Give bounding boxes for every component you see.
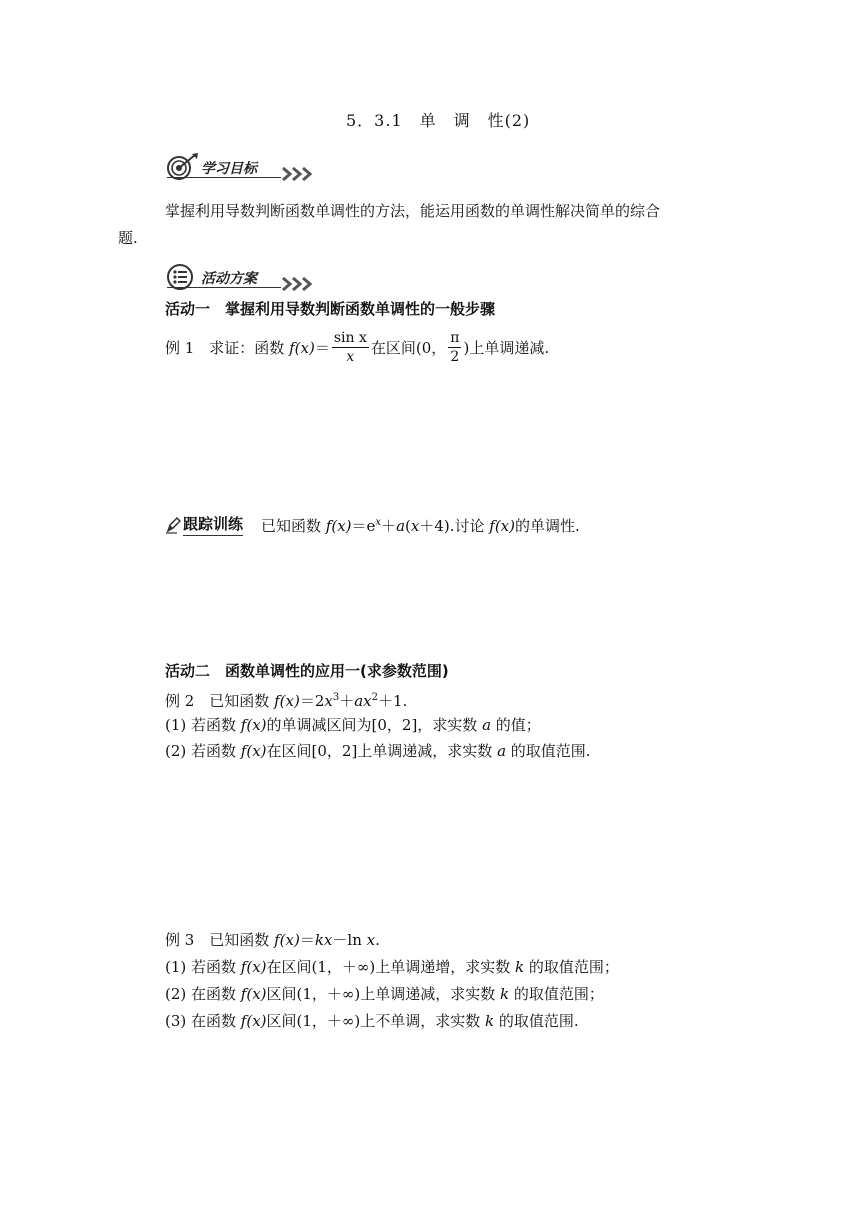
- practice-fx-2: f(x): [489, 517, 515, 535]
- ex3-q3-c: 区间(1，＋∞)上不单调，求实数: [266, 1012, 486, 1030]
- ex2-q1-fx: f(x): [240, 716, 267, 734]
- practice-x: x: [410, 517, 420, 535]
- practice-tail: 的单调性.: [515, 517, 580, 535]
- practice-text: [261, 512, 580, 537]
- activity-1-heading: 活动一 掌握利用导数判断函数单调性的一般步骤: [165, 300, 496, 318]
- activities-label: 活动方案: [201, 271, 257, 287]
- practice-plus4: ＋4).讨论: [419, 517, 490, 535]
- practice-fx: f(x): [325, 517, 352, 535]
- example-1-mid: 在区间(0，: [370, 339, 447, 357]
- ex2-q2-fx: f(x): [240, 742, 267, 760]
- ex3-q1-c: 在区间(1，＋∞)上单调递增，求实数: [266, 958, 516, 976]
- ex2-cube: 3: [332, 692, 340, 703]
- practice-eq-e: ＝e: [351, 517, 376, 535]
- objective-line-1: 掌握利用导数判断函数单调性的方法，能运用函数的单调性解决简单的综合: [165, 202, 661, 220]
- practice-text-a: 已知函数: [261, 517, 326, 535]
- practice-paren: (: [405, 517, 411, 535]
- ex2-q2-e: 的取值范围.: [506, 742, 591, 760]
- objective-line-2: 题.: [118, 229, 138, 247]
- ex3-q1-e: 的取值范围；: [524, 958, 619, 976]
- ex3-ln: －ln: [332, 931, 367, 949]
- ex3-eq: ＝: [299, 931, 315, 949]
- ex2-q1-e: 的值；: [491, 716, 541, 734]
- ex3-q3-fx: f(x): [240, 1012, 267, 1030]
- ex3-kx: kx: [314, 931, 333, 949]
- ex2-plus: ＋: [339, 692, 355, 710]
- example-1-prefix: 例 1 求证：函数: [165, 339, 290, 357]
- ex2-x: x: [324, 692, 333, 710]
- practice-label: 跟踪训练: [183, 513, 243, 536]
- practice-plus: ＋: [381, 517, 397, 535]
- activities-banner: [165, 262, 317, 292]
- ex2-q2-c: 在区间[0，2]上单调递减，求实数: [266, 742, 498, 760]
- ex3-q2-a: (2) 在函数: [165, 985, 241, 1003]
- chevrons-icon: [281, 276, 317, 292]
- ex3-q3-e: 的取值范围.: [494, 1012, 579, 1030]
- example-3-question-1: [165, 956, 619, 978]
- ex3-q1-fx: f(x): [240, 958, 267, 976]
- ex2-q2-a: (2) 若函数: [165, 742, 241, 760]
- ex2-q1-a: (1) 若函数: [165, 716, 241, 734]
- ex2-q1-c: 的单调减区间为[0，2]，求实数: [266, 716, 483, 734]
- example-1-eq: ＝: [314, 339, 330, 357]
- pi-denominator: 2: [450, 348, 460, 365]
- chevrons-icon: [281, 166, 317, 182]
- practice-row: [165, 512, 580, 537]
- activity-2-heading: 活动二 函数单调性的应用一(求参数范围): [165, 662, 449, 680]
- ex2-tail: ＋1.: [378, 692, 408, 710]
- sinx-over-x-fraction: [332, 329, 369, 366]
- ex3-prefix: 例 3 已知函数: [165, 931, 275, 949]
- example-2-question-2: [165, 740, 591, 762]
- example-1: [165, 328, 549, 368]
- example-3-question-2: [165, 983, 604, 1005]
- ex3-q1-k: k: [515, 958, 525, 976]
- ex3-x: x: [366, 931, 376, 949]
- ex3-tail: .: [375, 931, 380, 949]
- ex3-q3-a: (3) 在函数: [165, 1012, 241, 1030]
- example-2-question-1: [165, 714, 541, 736]
- page-title: 5．3.1 单 调 性(2): [346, 111, 531, 130]
- ex2-fx: f(x): [274, 692, 300, 710]
- ex3-q3-k: k: [485, 1012, 495, 1030]
- practice-exponent: x: [375, 517, 382, 528]
- objectives-label: 学习目标: [201, 161, 257, 177]
- ex2-q1-a-var: a: [482, 716, 492, 734]
- ex2-ax: ax: [354, 692, 372, 710]
- example-2-line: [165, 687, 407, 712]
- ex2-prefix: 例 2 已知函数: [165, 692, 275, 710]
- ex3-q2-k: k: [500, 985, 510, 1003]
- ex2-square: 2: [371, 692, 378, 703]
- ex3-q2-c: 区间(1，＋∞)上单调递减，求实数: [266, 985, 501, 1003]
- pi-numerator: π: [450, 329, 460, 346]
- practice-a: a: [396, 517, 406, 535]
- example-1-fx: f(x): [289, 339, 315, 357]
- example-3-question-3: [165, 1010, 579, 1032]
- fraction-denominator: x: [346, 348, 355, 365]
- example-1-suffix: )上单调递减.: [463, 339, 550, 357]
- objectives-banner: [165, 152, 317, 182]
- ex3-fx: f(x): [274, 931, 300, 949]
- ex2-eq: ＝2: [299, 692, 325, 710]
- example-3-line: [165, 929, 380, 951]
- pi-over-2-fraction: [448, 329, 461, 366]
- ex2-q2-a-var: a: [497, 742, 507, 760]
- pencil-icon: [165, 516, 181, 534]
- ex3-q2-fx: f(x): [240, 985, 267, 1003]
- ex3-q1-a: (1) 若函数: [165, 958, 241, 976]
- ex3-q2-e: 的取值范围；: [509, 985, 604, 1003]
- fraction-numerator: sin x: [333, 329, 367, 346]
